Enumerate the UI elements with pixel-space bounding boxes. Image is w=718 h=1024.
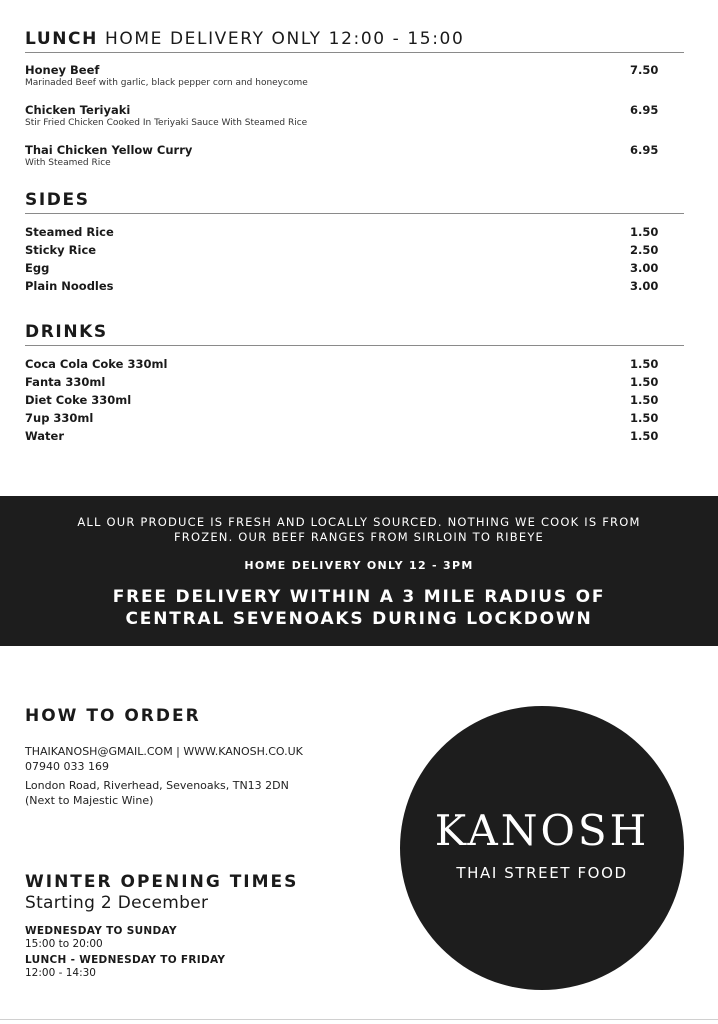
how-to-order-title: HOW TO ORDER [25, 706, 201, 726]
menu-item [25, 357, 684, 375]
item-price: 7.50 [630, 63, 659, 77]
sides-section [25, 190, 684, 297]
address-line: London Road, Riverhead, Sevenoaks, TN13 2DN [25, 779, 289, 792]
free-delivery-notice: FREE DELIVERY WITHIN A 3 MILE RADIUS OF CENTRAL SEVENOAKS DURING LOCKDOWN [112, 587, 606, 629]
lunch-title: LUNCH [25, 29, 98, 49]
item-description: Stir Fried Chicken Cooked In Teriyaki Sauce With Steamed Rice [25, 118, 308, 128]
item-name: Chicken Teriyaki [25, 103, 131, 117]
lunch-subtitle: HOME DELIVERY ONLY 12:00 - 15:00 [104, 29, 465, 49]
item-name: Diet Coke 330ml [25, 393, 132, 407]
item-description: With Steamed Rice [25, 158, 111, 168]
item-price: 1.50 [630, 375, 659, 389]
menu-item [25, 103, 684, 143]
menu-item [25, 225, 684, 243]
item-price: 1.50 [630, 225, 659, 239]
address [25, 778, 375, 808]
item-description: Marinaded Beef with garlic, black pepper corn and honeycome [25, 78, 308, 88]
opening-times-section [25, 872, 375, 979]
hours-block [25, 954, 375, 979]
item-price: 2.50 [630, 243, 659, 257]
phone-number[interactable]: 07940 033 169 [25, 760, 109, 773]
item-price: 3.00 [630, 261, 659, 275]
sides-title: SIDES [25, 190, 90, 210]
menu-item [25, 411, 684, 429]
delivery-hours: HOME DELIVERY ONLY 12 - 3PM [244, 559, 474, 572]
logo-tagline: THAI STREET FOOD [456, 864, 628, 882]
item-name: 7up 330ml [25, 411, 94, 425]
produce-info: ALL OUR PRODUCE IS FRESH AND LOCALLY SOURCED. NOTHING WE COOK IS FROM FROZEN. OUR BEEF RANGES FROM SIRLOIN TO RIBEYE [77, 515, 641, 544]
opening-times-title: WINTER OPENING TIMES [25, 872, 299, 892]
item-name: Egg [25, 261, 50, 275]
hours-block [25, 925, 375, 950]
item-price: 6.95 [630, 103, 659, 117]
item-name: Water [25, 429, 65, 443]
drinks-section [25, 322, 684, 447]
opening-start-date: Starting 2 December [25, 893, 209, 913]
item-name: Steamed Rice [25, 225, 114, 239]
menu-item [25, 375, 684, 393]
menu-item [25, 429, 684, 447]
drinks-title: DRINKS [25, 322, 108, 342]
how-to-order-section [25, 706, 375, 808]
address-note: (Next to Majestic Wine) [25, 794, 154, 807]
menu-item [25, 261, 684, 279]
menu-item [25, 143, 684, 183]
hours-time: 15:00 to 20:00 [25, 938, 103, 950]
contact-info [25, 744, 375, 774]
drinks-heading [25, 322, 684, 346]
lunch-section [25, 29, 684, 183]
info-banner [0, 496, 718, 646]
kanosh-logo [400, 706, 684, 990]
item-price: 3.00 [630, 279, 659, 293]
menu-item [25, 63, 684, 103]
drinks-menu-list [25, 357, 684, 447]
item-name: Plain Noodles [25, 279, 114, 293]
item-name: Honey Beef [25, 63, 100, 77]
hours-label: WEDNESDAY TO SUNDAY [25, 925, 177, 937]
hours-time: 12:00 - 14:30 [25, 967, 96, 979]
website-link[interactable]: WWW.KANOSH.CO.UK [183, 745, 303, 758]
item-price: 1.50 [630, 411, 659, 425]
item-name: Coca Cola Coke 330ml [25, 357, 168, 371]
menu-item [25, 279, 684, 297]
bottom-divider [0, 1019, 718, 1020]
menu-item [25, 393, 684, 411]
sides-heading [25, 190, 684, 214]
lunch-heading [25, 29, 684, 53]
item-price: 1.50 [630, 393, 659, 407]
lunch-menu-list [25, 63, 684, 183]
logo-name: KANOSH [434, 806, 650, 855]
item-name: Thai Chicken Yellow Curry [25, 143, 193, 157]
email-link[interactable]: THAIKANOSH@GMAIL.COM [25, 745, 173, 758]
sides-menu-list [25, 225, 684, 297]
contact-separator: | [172, 745, 184, 758]
item-name: Sticky Rice [25, 243, 97, 257]
item-name: Fanta 330ml [25, 375, 106, 389]
hours-label: LUNCH - WEDNESDAY TO FRIDAY [25, 954, 226, 966]
item-price: 6.95 [630, 143, 659, 157]
item-price: 1.50 [630, 357, 659, 371]
item-price: 1.50 [630, 429, 659, 443]
menu-item [25, 243, 684, 261]
